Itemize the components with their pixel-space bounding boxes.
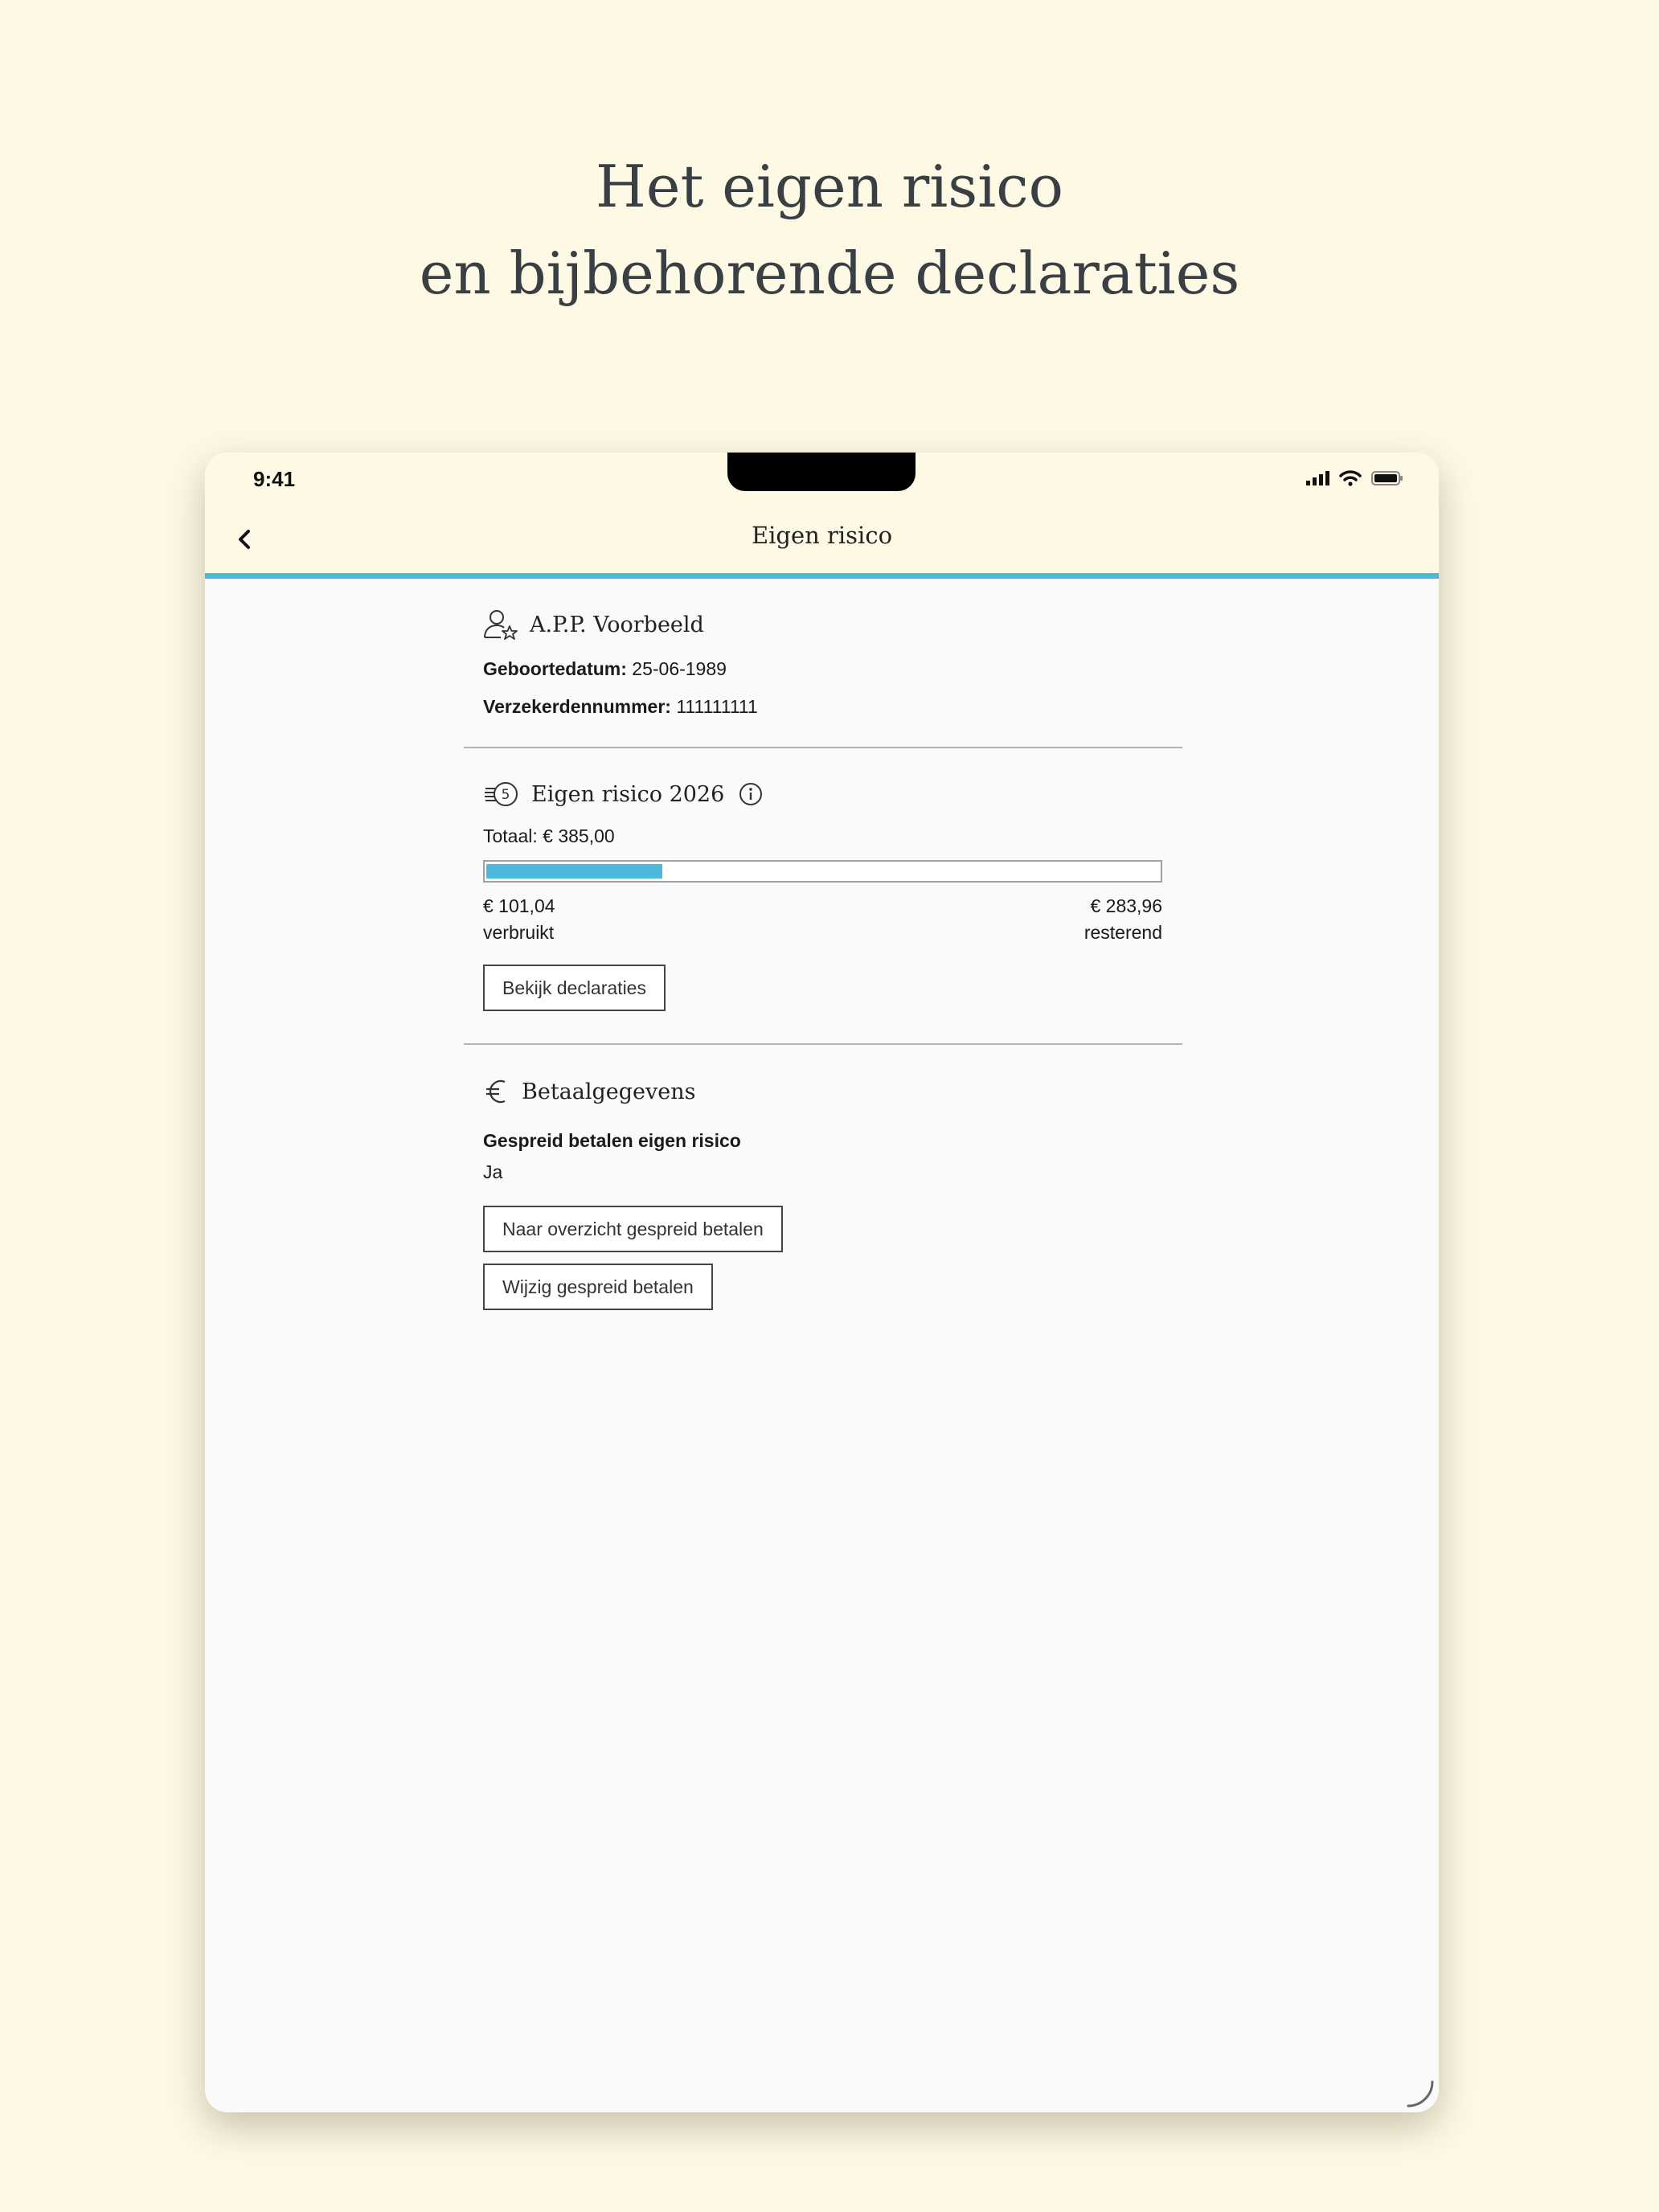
wifi-icon: [1339, 470, 1362, 486]
used-block: [483, 895, 555, 944]
change-spread-button[interactable]: Wijzig gespreid betalen: [483, 1264, 713, 1310]
used-amount: € 101,04: [483, 895, 555, 916]
coins-icon: [483, 780, 520, 808]
user-star-icon: [483, 608, 518, 641]
birthdate-value: 25-06-1989: [632, 658, 727, 679]
deductible-amounts: [483, 895, 1162, 944]
person-section: [464, 581, 1182, 718]
spread-payment-label-text: Gespreid betalen eigen risico: [483, 1130, 741, 1151]
headline: [0, 143, 1659, 317]
remaining-block: [1084, 895, 1162, 944]
payment-title: Betaalgegevens: [522, 1079, 696, 1104]
nav-accent-line: [205, 573, 1439, 579]
deductible-title: Eigen risico 2026: [531, 781, 725, 807]
spread-payment-value: Ja: [483, 1161, 503, 1182]
deductible-progress-fill: [486, 864, 662, 879]
remaining-amount: € 283,96: [1090, 895, 1162, 916]
signal-icon: [1305, 471, 1329, 485]
payment-header: [483, 1077, 1163, 1106]
device-notch: [727, 453, 916, 491]
nav-title: Eigen risico: [751, 522, 893, 549]
member-number-value: 111111111: [676, 696, 758, 717]
member-number-row: [483, 696, 1163, 718]
spread-overview-button[interactable]: Naar overzicht gespreid betalen: [483, 1206, 783, 1252]
device-frame: [205, 453, 1439, 2112]
member-number-label: Verzekerdennummer:: [483, 696, 671, 717]
euro-icon: [483, 1077, 510, 1106]
status-icons: [1305, 470, 1403, 486]
birthdate-label: Geboortedatum:: [483, 658, 627, 679]
status-time: 9:41: [253, 467, 296, 491]
birthdate-row: [483, 658, 1163, 680]
battery-icon: [1371, 470, 1403, 486]
view-claims-button[interactable]: Bekijk declaraties: [483, 965, 666, 1011]
headline-line-2: en bijbehorende declaraties: [419, 240, 1240, 307]
deductible-progress-bar: [483, 860, 1162, 883]
spread-payment-label: [483, 1130, 1163, 1152]
deductible-total: Totaal: € 385,00: [483, 825, 615, 846]
main-content: [464, 581, 1182, 1310]
payment-section: [464, 1045, 1182, 1310]
remaining-label: resterend: [1083, 922, 1162, 943]
loading-spinner-icon: [1403, 2077, 1436, 2109]
used-label: verbruikt: [483, 922, 555, 943]
svg-text:5: 5: [501, 787, 510, 803]
headline-line-1: Het eigen risico: [596, 153, 1063, 220]
person-name: A.P.P. Voorbeeld: [530, 612, 704, 637]
info-icon[interactable]: [739, 782, 763, 806]
person-header: [483, 608, 1163, 641]
deductible-section: [464, 748, 1182, 1011]
deductible-header: [483, 780, 1163, 808]
